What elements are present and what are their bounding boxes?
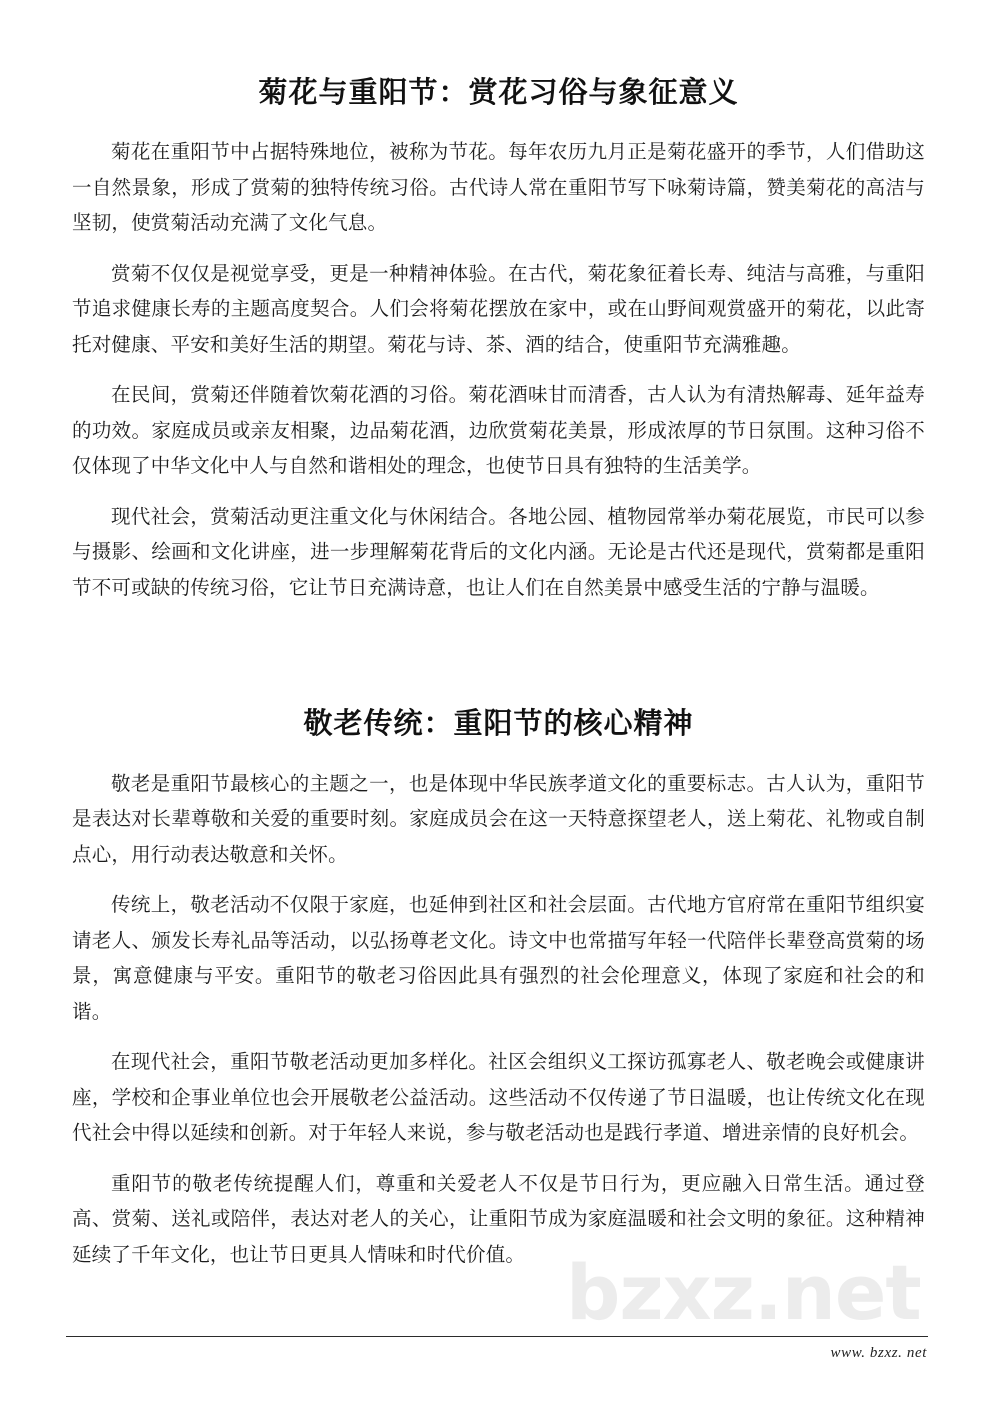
section-1-paragraph-3: 在民间，赏菊还伴随着饮菊花酒的习俗。菊花酒味甘而清香，古人认为有清热解毒、延年益寿的功效。家庭成员或亲友相聚，边品菊花酒，边欣赏菊花美景，形成浓厚的节日氛围。这种习俗不仅体现了中华文化中人与自然和谐相处的理念，也使节日具有独特的生活美学。 [72, 385, 925, 478]
section-2-paragraph-2: 传统上，敬老活动不仅限于家庭，也延伸到社区和社会层面。古代地方官府常在重阳节组织宴请老人、颁发长寿礼品等活动，以弘扬尊老文化。诗文中也常描写年轻一代陪伴长辈登高赏菊的场景，寓意健康与平安。重阳节的敬老习俗因此具有强烈的社会伦理意义，体现了家庭和社会的和谐。 [72, 895, 925, 1023]
spacer [72, 742, 925, 767]
spacer [72, 1030, 925, 1045]
section-1-paragraph-1: 菊花在重阳节中占据特殊地位，被称为节花。每年农历九月正是菊花盛开的季节，人们借助这一自然景象，形成了赏菊的独特传统习俗。古代诗人常在重阳节写下咏菊诗篇，赞美菊花的高洁与坚韧，使赏菊活动充满了文化气息。 [72, 142, 925, 235]
site-watermark: bzxz.net [566, 1248, 921, 1337]
spacer [72, 110, 925, 135]
spacer [72, 873, 925, 888]
section-2-paragraph-4: 重阳节的敬老传统提醒人们，尊重和关爱老人不仅是节日行为，更应融入日常生活。通过登高、赏菊、送礼或陪伴，表达对老人的关心，让重阳节成为家庭温暖和社会文明的象征。这种精神延续了千年文化，也让节日更具人情味和时代价值。 [72, 1173, 925, 1266]
spacer [72, 242, 925, 257]
spacer [72, 1152, 925, 1167]
footer-divider [66, 1336, 928, 1337]
section-1-title: 菊花与重阳节：赏花习俗与象征意义 [258, 75, 739, 109]
spacer [72, 485, 925, 500]
footer-url: www. bzxz. net [830, 1345, 927, 1361]
section-2-title: 敬老传统：重阳节的核心精神 [303, 706, 694, 741]
section-1-paragraph-4: 现代社会，赏菊活动更注重文化与休闲结合。各地公园、植物园常举办菊花展览，市民可以参与摄影、绘画和文化讲座，进一步理解菊花背后的文化内涵。无论是古代还是现代，赏菊都是重阳节不可或缺的传统习俗，它让节日充满诗意，也让人们在自然美景中感受生活的宁静与温暖。 [72, 506, 925, 599]
section-2-paragraph-1: 敬老是重阳节最核心的主题之一，也是体现中华民族孝道文化的重要标志。古人认为，重阳节是表达对长辈尊敬和关爱的重要时刻。家庭成员会在这一天特意探望老人，送上菊花、礼物或自制点心，用行动表达敬意和关怀。 [72, 773, 925, 866]
document-section-1 [72, 0, 925, 606]
section-1-paragraph-2: 赏菊不仅仅是视觉享受，更是一种精神体验。在古代，菊花象征着长寿、纯洁与高雅，与重阳节追求健康长寿的主题高度契合。人们会将菊花摆放在家中，或在山野间观赏盛开的菊花，以此寄托对健康、平安和美好生活的期望。菊花与诗、茶、酒的结合，使重阳节充满雅趣。 [72, 263, 925, 356]
section-spacer [72, 606, 925, 705]
section-2-paragraph-3: 在现代社会，重阳节敬老活动更加多样化。社区会组织义工探访孤寡老人、敬老晚会或健康讲座，学校和企事业单位也会开展敬老公益活动。这些活动不仅传递了节日温暖，也让传统文化在现代社会中得以延续和创新。对于年轻人来说，参与敬老活动也是践行孝道、增进亲情的良好机会。 [72, 1052, 925, 1144]
document-body [72, 0, 925, 1273]
document-section-2 [72, 705, 925, 1273]
spacer [72, 363, 925, 378]
